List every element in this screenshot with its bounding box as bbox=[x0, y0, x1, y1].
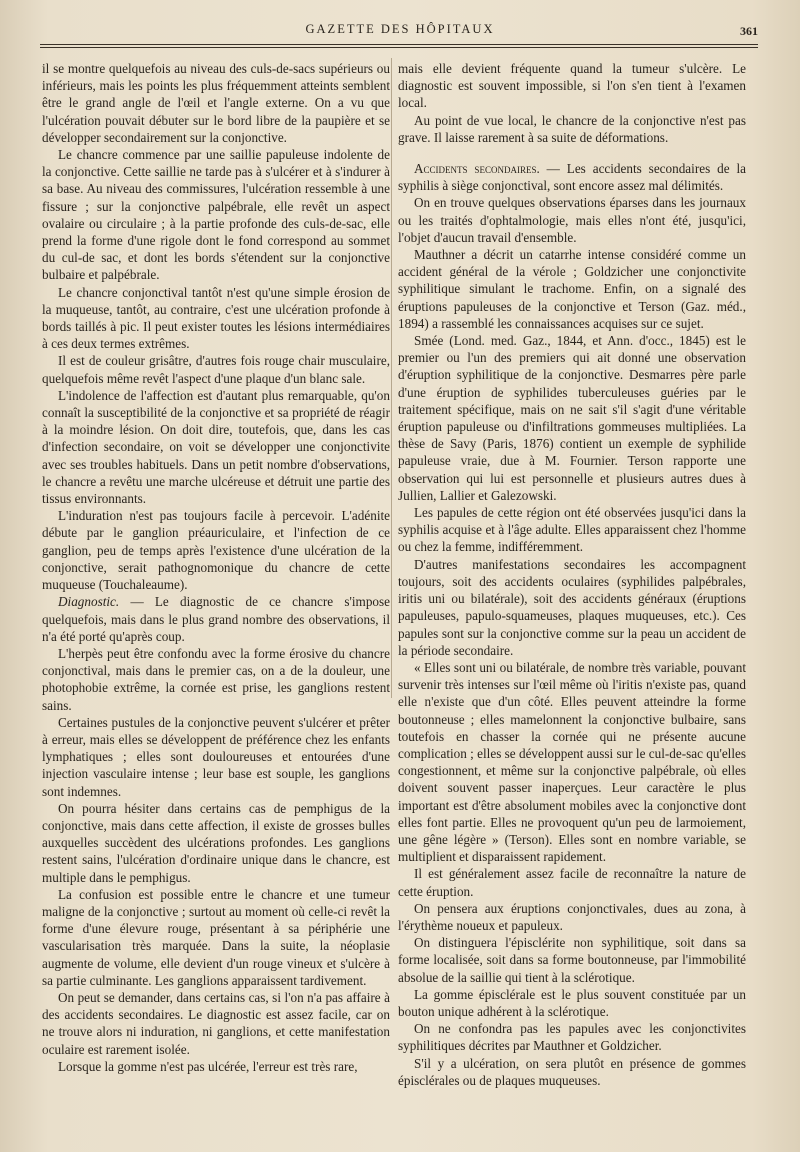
journal-title: GAZETTE DES HÔPITAUX bbox=[305, 22, 495, 36]
section-lead: Diagnostic. bbox=[58, 594, 120, 610]
left-column bbox=[42, 60, 390, 1075]
paragraph bbox=[398, 1055, 746, 1089]
paragraph-text: L'indolence de l'affection est d'autant plus remarquable, qu'on connaît la susceptibilité de la conjonctive et sa propriété de réagir à la moindre lésion. On doit dire, toutefois, que, dans les cas d'infection secondaire, on voit se développer une conjonctivite avec ses troubles habituels. Dans un petit nombre d'observations, le chancre a revêtu une marche ulcéreuse et détruit une partie des tissus environnants. bbox=[42, 387, 390, 507]
paragraph-text: L'herpès peut être confondu avec la forme érosive du chancre conjonctival, mais dans le premier cas, on a de la douleur, une photophobie extrême, la cornée est prise, les ganglions restent sains. bbox=[42, 645, 390, 713]
paragraph-text: — Les accidents secondaires de la syphilis à siège conjonctival, sont encore assez mal délimités. bbox=[398, 161, 746, 194]
paragraph-text: On distinguera l'épisclérite non syphilitique, soit dans sa forme localisée, soit dans sa forme boutonneuse, par l'immobilité absolue de la saillie qui tient à la sclérotique. bbox=[398, 935, 746, 985]
paragraph-text: S'il y a ulcération, on sera plutôt en présence de gommes épisclérales ou de plaques muqueuses. bbox=[398, 1055, 746, 1088]
paragraph-text: Il est de couleur grisâtre, d'autres fois rouge chair musculaire, quelquefois même revêt l'aspect d'une plaque d'un blanc sale. bbox=[42, 353, 390, 386]
paragraph bbox=[398, 504, 746, 556]
paragraph bbox=[398, 60, 746, 112]
paragraph-text: On pourra hésiter dans certains cas de pemphigus de la conjonctive, mais dans cette affection, il existe de grosses bulles auxquelles succèdent des ulcérations profondes. Les ganglions restent sains, l'ulcération d'ordinaire unique dans le chancre, est multiple dans le pemphigus. bbox=[42, 800, 390, 885]
paragraph bbox=[42, 146, 390, 284]
paragraph-text: On en trouve quelques observations éparses dans les journaux ou les traités d'ophtalmologie, mais elles n'ont été, jusqu'ici, l'objet d'aucun travail d'ensemble. bbox=[398, 195, 746, 245]
column-divider bbox=[391, 58, 392, 698]
paragraph bbox=[398, 246, 746, 332]
paragraph-text: La confusion est possible entre le chancre et une tumeur maligne de la conjonctive ; surtout au moment où celle-ci revêt la forme d'une élevure rouge, présentant à sa périphérie une vascularisation très marquée. Dans la suite, la néoplasie augmente de volume, elle devient d'un rouge vineux et s'ulcère à sa partie culminante. Les ganglions apparaissent tardivement. bbox=[42, 886, 390, 988]
paragraph-text: La gomme épisclérale est le plus souvent constituée par un bouton unique adhérent à la sclérotique. bbox=[398, 986, 746, 1019]
paragraph-text: « Elles sont uni ou bilatérale, de nombre très variable, pouvant survenir très intenses sur l'œil même où l'iritis n'existe pas, quand elle n'existe que d'un côté. Elles peuvent atteindre la forme boutonneuse ; elles mamelonnent la conjonctive bulbaire, sans toutefois en chasser la cornée qui ne présente aucune complication ; elles se développent aussi sur le cul-de-sac qu'elles congestionnent, et même sur la conjonctive palpébrale, où elles doivent souvent passer inaperçues. Leur caractère le plus important est d'être absolument mobiles avec la conjonctive dont elles font partie. Elles ne provoquent qu'un peu de larmoiement, une gêne légère » (Terson). Elles sont en nombre variable, se multiplient et disparaissent rapidement. bbox=[398, 659, 746, 865]
paragraph bbox=[398, 865, 746, 899]
paragraph-text: Le chancre commence par une saillie papuleuse indolente de la conjonctive. Cette saillie ne tarde pas à s'ulcérer et à s'indurer à sa base. Au niveau des commissures, l'ulcération ressemble à une fissure ; sur la conjonctive palpébrale, elle revêt un aspect ovalaire ou circulaire ; à la partie profonde des culs-de-sac, elle prend la forme d'une rigole dont le fond correspond au sommet du cul-de sac, et dont les bords s'étendent sur la conjonctive bulbaire et palpébrale. bbox=[42, 147, 390, 283]
paragraph bbox=[42, 352, 390, 386]
paragraph bbox=[42, 989, 390, 1058]
paragraph-text: Les papules de cette région ont été observées jusqu'ici dans la syphilis acquise et à l'âge adulte. Elles apparaissent chez l'homme ou chez la femme, indifféremment. bbox=[398, 505, 746, 555]
paragraph-text: On pensera aux éruptions conjonctivales, dues au zona, à l'érythème noueux et papuleux. bbox=[398, 900, 746, 933]
paragraph bbox=[42, 645, 390, 714]
paragraph bbox=[398, 332, 746, 504]
paragraph bbox=[398, 659, 746, 865]
paragraph bbox=[42, 800, 390, 886]
paragraph-text: Certaines pustules de la conjonctive peuvent s'ulcérer et prêter à erreur, mais elles se développent de préférence chez les enfants lymphatiques ; elles sont douloureuses et entourées d'une injection vasculaire intense ; leur base est souple, les ganglions sont indemnes. bbox=[42, 714, 390, 799]
paragraph-text: il se montre quelquefois au niveau des culs-de-sacs supérieurs ou inférieurs, mais les points les plus fréquemment atteints semblent être le grand angle de l'œil et l'angle externe. On a vu que l'ulcération pouvait débuter sur le bord libre de la paupière et se développer secondairement sur la conjonctive. bbox=[42, 61, 390, 145]
paragraph-text: — Le diagnostic de ce chancre s'impose quelquefois, mais dans le plus grand nombre des observations, il n'a été porté qu'après coup. bbox=[42, 594, 390, 644]
paragraph bbox=[42, 714, 390, 800]
paragraph bbox=[398, 160, 746, 194]
paragraph-text: mais elle devient fréquente quand la tumeur s'ulcère. Le diagnostic est souvent impossible, si l'on s'en tient à l'examen local. bbox=[398, 61, 746, 111]
header-rule-bottom bbox=[40, 47, 758, 48]
paragraph-text: Smée (Lond. med. Gaz., 1844, et Ann. d'occ., 1845) est le premier ou l'un des premiers qui ait donné une observation d'éruption syphilitique de la conjonctive. Desmarres père parle d'une éruption de syphilides tuberculeuses guéries par le traitement spécifique, mais on ne sait s'il s'agit d'une véritable éruption papuleuse ou d'infiltrations gommeuses multipliées. La thèse de Savy (Paris, 1876) contient un exemple de syphilide papuleuse vraie, due à M. Fournier. Terson rapporte une observation qui lui est personnelle et plusieurs autres dues à Jullien, Lallier et Galezowski. bbox=[398, 333, 746, 503]
paragraph-text: L'induration n'est pas toujours facile à percevoir. L'adénite débute par le ganglion préauriculaire, et l'infection de ce ganglion, peu de temps après l'existence d'une ulcération de la conjonctive, serait pathognomonique du chancre de cette muqueuse (Touchaleaume). bbox=[42, 508, 390, 593]
paragraph bbox=[398, 1020, 746, 1054]
paragraph bbox=[398, 900, 746, 934]
paragraph bbox=[42, 593, 390, 645]
paragraph-text: On peut se demander, dans certains cas, si l'on n'a pas affaire à des accidents secondaires. Le diagnostic est assez facile, car on ne trouve alors ni induration, ni ganglions, et cette manifestation oculaire est rarement isolée. bbox=[42, 989, 390, 1057]
paragraph-text: On ne confondra pas les papules avec les conjonctivites syphilitiques décrites par Mauthner et Goldzicher. bbox=[398, 1021, 746, 1054]
paragraph-text: D'autres manifestations secondaires les accompagnent toujours, soit des accidents oculaires (syphilides palpébrales, iritis uni ou bilatérale), soit des accidents généraux (éruptions papuleuses, papulo-squameuses, plaques muqueuses, etc.). Ces papules sont sur la conjonctive comme sur la peau un accident de la période secondaire. bbox=[398, 556, 746, 658]
page-number: 361 bbox=[740, 24, 758, 38]
paragraph bbox=[398, 112, 746, 146]
paragraph bbox=[42, 1058, 390, 1075]
paragraph-text: Au point de vue local, le chancre de la conjonctive n'est pas grave. Il laisse rarement à sa suite de déformations. bbox=[398, 112, 746, 145]
paragraph bbox=[42, 387, 390, 507]
paragraph bbox=[398, 556, 746, 659]
paragraph bbox=[398, 986, 746, 1020]
paragraph bbox=[42, 284, 390, 353]
paragraph bbox=[42, 507, 390, 593]
paragraph-text: Mauthner a décrit un catarrhe intense considéré comme un accident général de la vérole ; Goldzicher une conjonctivite syphilitique simulant le trachome. Enfin, on a signalé des éruptions papuleuses de la conjonctive et Terson (Gaz. méd., 1894) a rassemblé les connaissances acquises sur ce sujet. bbox=[398, 247, 746, 331]
header-rule-top bbox=[40, 44, 758, 45]
paragraph bbox=[398, 194, 746, 246]
paragraph-text: Le chancre conjonctival tantôt n'est qu'une simple érosion de la muqueuse, tantôt, au contraire, c'est une ulcération profonde à bords taillés à pic. Il peut exister toutes les lésions intermédiaires à ces deux termes extrêmes. bbox=[42, 284, 390, 352]
paragraph bbox=[42, 886, 390, 989]
page-header bbox=[40, 20, 760, 42]
paragraph-text: Lorsque la gomme n'est pas ulcérée, l'erreur est très rare, bbox=[58, 1058, 358, 1074]
paragraph-text: Il est généralement assez facile de reconnaître la nature de cette éruption. bbox=[398, 866, 746, 899]
paragraph bbox=[398, 934, 746, 986]
section-lead: Accidents secondaires. bbox=[414, 161, 540, 177]
right-column bbox=[398, 60, 746, 1089]
paragraph bbox=[42, 60, 390, 146]
